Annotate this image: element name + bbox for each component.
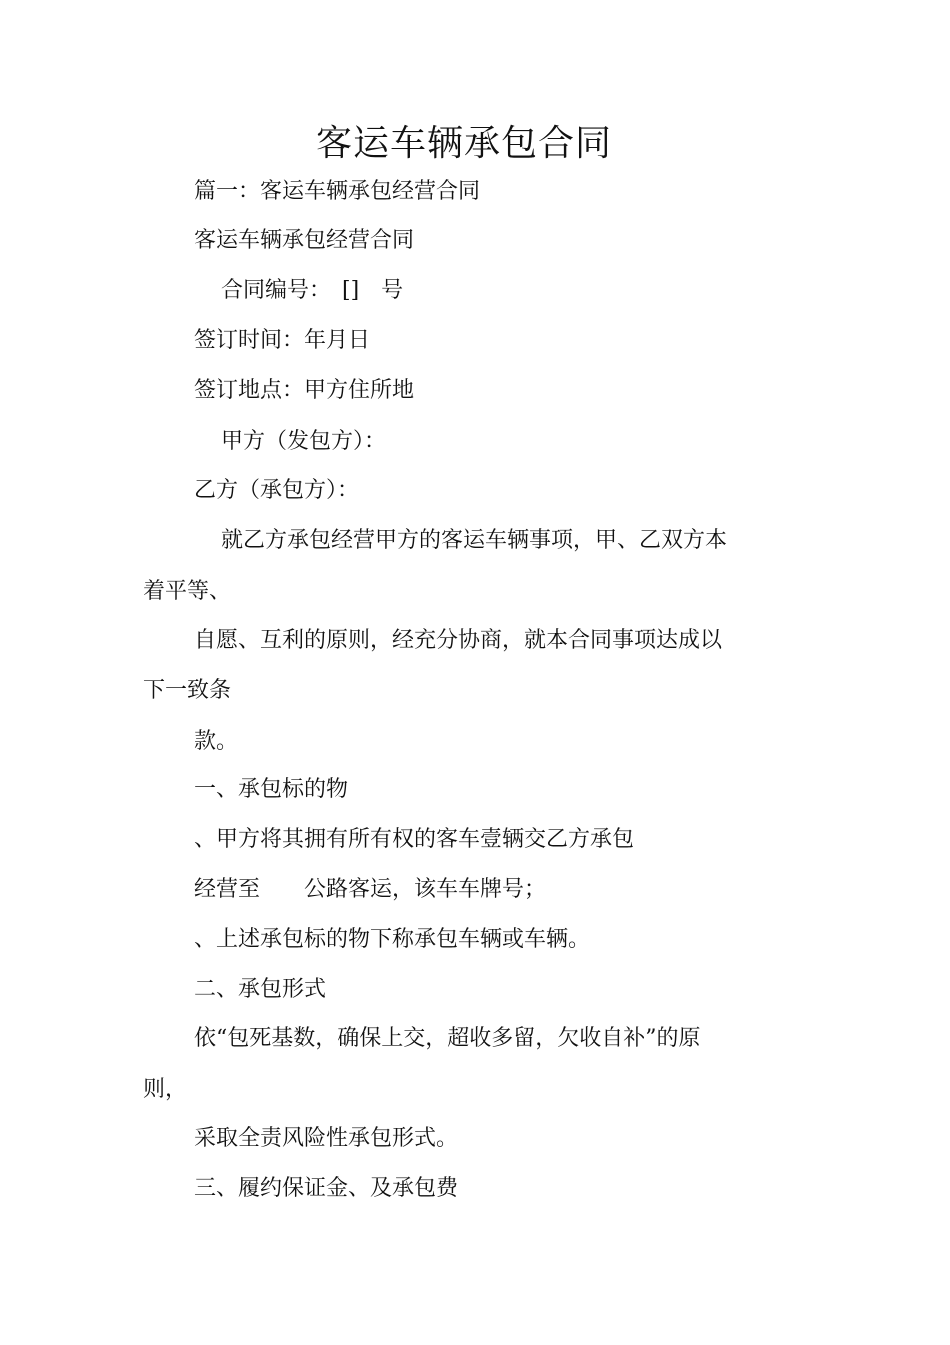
preamble-line-3: 自愿、互利的原则，经充分协商，就本合同事项达成以 [194,628,723,653]
signing-date-line: 签订时间：年月日 [194,328,371,353]
document-title: 客运车辆承包合同 [315,123,612,164]
section-heading-1: 一、承包标的物 [194,777,349,802]
clause-1-1: 、甲方将其拥有所有权的客车壹辆交乙方承包 [194,827,635,852]
preamble-line-4: 下一致条 [143,678,232,703]
signing-place-line: 签订地点：甲方住所地 [194,378,415,403]
contract-subtitle: 客运车辆承包经营合同 [194,228,415,253]
clause-2-line-3: 采取全责风险性承包形式。 [194,1126,459,1151]
preamble-line-5: 款。 [194,729,239,754]
clause-1-1-cont: 经营至 公路客运，该车车牌号； [194,877,547,902]
clause-2-line-1: 依“包死基数，确保上交，超收多留，欠收自补”的原 [194,1026,701,1051]
clause-1-2: 、上述承包标的物下称承包车辆或车辆。 [194,927,591,952]
preamble-line-1: 就乙方承包经营甲方的客运车辆事项，甲、乙双方本 [221,528,728,553]
clause-2-line-2: 则， [143,1077,188,1102]
contract-number-line: 合同编号： [] 号 [221,278,404,303]
party-a-line: 甲方（发包方）： [221,429,387,454]
section-heading-part-one: 篇一：客运车辆承包经营合同 [194,179,481,204]
section-heading-2: 二、承包形式 [194,977,327,1002]
section-heading-3: 三、履约保证金、及承包费 [194,1176,459,1201]
party-b-line: 乙方（承包方）： [194,478,360,503]
preamble-line-2: 着平等、 [143,579,232,604]
